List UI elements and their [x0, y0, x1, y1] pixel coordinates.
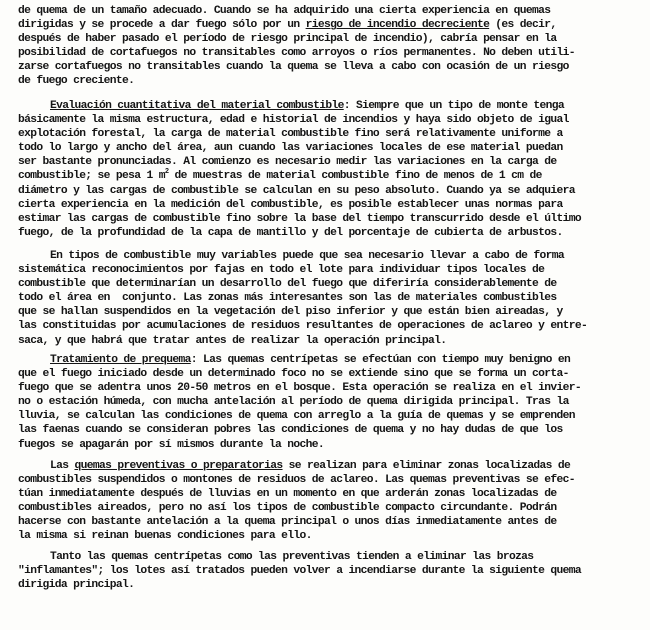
text-segment: fuegos se apagarán por sí mismos durante la noche.: [18, 438, 324, 451]
paragraph-preventive-burns: [18, 459, 575, 544]
text-line: [18, 155, 581, 169]
text-line: [18, 46, 575, 60]
text-segment: lluvia, se calculan las condiciones de quema con arreglo a la guía de quemas y se emprenden: [18, 410, 575, 423]
text-line: [18, 423, 581, 437]
text-segment: (es decir,: [489, 19, 557, 32]
underlined-heading: quemas preventivas o preparatorias: [74, 460, 283, 472]
text-line: [18, 550, 581, 564]
text-line: [18, 4, 575, 18]
text-line: [18, 226, 581, 240]
text-segment: saca, y que habrá que tratar antes de realizar la operación principal.: [18, 334, 447, 347]
text-segment: fuego, de la profundidad de la capa de mantillo y del porcentaje de cubierta de arbustos.: [18, 226, 563, 239]
text-segment: dirigidas y se procede a dar fuego sólo por un: [18, 19, 306, 32]
text-line: [18, 381, 581, 395]
underlined-heading: Tratamiento de prequema: [50, 354, 191, 366]
text-line: [18, 395, 581, 409]
text-segment: todo lo largo y ancho del área, aun cuando las variaciones locales de ese material puedan: [18, 142, 563, 155]
text-segment: todo el área en conjunto. Las zonas más interesantes son las de materiales combustibles: [18, 292, 557, 305]
text-segment: combustible que determinarían un desarrollo del fuego que diferiría considerablemente de: [18, 278, 557, 291]
text-segment: En tipos de combustible muy variables puede que sea necesario llevar a cabo de forma: [50, 250, 565, 262]
text-segment: cierta experiencia en la medición del combustible, es posible establecer unas normas para: [18, 198, 563, 211]
text-line: [18, 334, 587, 348]
text-segment: estimar las cargas de combustible fino sobre la base del tiempo transcurrido desde el último: [18, 212, 581, 225]
paragraph-fuel-evaluation: [18, 99, 581, 240]
text-segment: de muestras de material combustible fino de menos de 1 cm de: [168, 170, 542, 183]
text-segment: que el fuego iniciado desde un determinado foco no se extiende sino que se forma un corta-: [18, 368, 569, 381]
underlined-heading: riesgo de incendio decreciente: [305, 19, 490, 32]
text-line: [18, 501, 575, 515]
text-line: [18, 74, 575, 88]
text-segment: combustibles suspendidos o montones de residuos de aclareo. Las quemas preventivas se efec-: [18, 474, 575, 487]
text-line: [18, 18, 575, 32]
text-segment: Las: [50, 460, 75, 472]
text-segment: las faenas cuando se consideran pobres las condiciones de quema y no hay dudas de que los: [18, 424, 563, 437]
text-segment: fuego que se adentra unos 20-50 metros en el bosque. Esta operación se realiza en el invier-: [18, 382, 581, 395]
text-line: [18, 169, 581, 183]
text-segment: combustibles aireados, pero no así los tipos de combustible compacto circundante. Podrán: [18, 502, 557, 515]
text-line: [18, 515, 575, 529]
text-line: [18, 212, 581, 226]
text-line: [18, 32, 575, 46]
text-segment: la misma si reinan buenas condiciones para ello.: [18, 530, 312, 543]
text-segment: después de haber pasado el período de riesgo principal de incendio), cabría pensar en la: [18, 33, 557, 46]
text-line: [18, 113, 581, 127]
text-segment: "inflamantes"; los lotes así tratados pueden volver a incendiarse durante la siguiente quema: [18, 565, 581, 578]
text-segment: zarse cortafuegos no transitables cuando la quema se lleva a cabo con ocasión de un riesgo: [18, 61, 569, 74]
text-segment: : Las quemas centrípetas se efectúan con tiempo muy benigno en: [190, 354, 571, 366]
text-line: [18, 291, 587, 305]
text-line: [18, 60, 575, 74]
text-segment: : Siempre que un tipo de monte tenga: [343, 100, 565, 112]
text-line: [18, 353, 581, 367]
text-segment: las constituidas por acumulaciones de residuos resultantes de operaciones de aclareo y entre-: [18, 320, 588, 333]
text-segment: combustible; se pesa 1 m: [18, 170, 165, 183]
text-segment: no o estación húmeda, con mucha antelación al período de quema dirigida principal. Tras la: [18, 396, 569, 409]
text-line: [18, 529, 575, 543]
text-line: [18, 263, 587, 277]
text-line: [18, 184, 581, 198]
text-segment: ser bastante pronunciadas. Al comienzo es necesario medir las variaciones en la carga de: [18, 156, 557, 169]
text-segment: Tanto las quemas centrípetas como las preventivas tienden a eliminar las brozas: [50, 551, 534, 563]
text-segment: se realizan para eliminar zonas localizadas de: [282, 460, 571, 472]
text-segment: de quema de un tamaño adecuado. Cuando se ha adquirido una cierta experiencia en quemas: [18, 5, 551, 17]
text-line: [18, 99, 581, 113]
text-line: [18, 487, 575, 501]
underlined-heading: Evaluación cuantitativa del material combustible: [50, 100, 344, 112]
text-line: [18, 277, 587, 291]
text-segment: posibilidad de cortafuegos no transitables como arroyos o ríos permanentes. No deben utili-: [18, 47, 575, 60]
text-line: [18, 367, 581, 381]
paragraph-ignition-risk: [18, 4, 575, 89]
text-line: [18, 198, 581, 212]
paragraph-closing: [18, 550, 581, 592]
text-segment: diámetro y las cargas de combustible se calculan en su peso absoluto. Cuando ya se adquiera: [18, 184, 575, 197]
text-line: [18, 127, 581, 141]
text-line: [18, 473, 575, 487]
superscript: 2: [164, 168, 169, 177]
text-line: [18, 438, 581, 452]
text-line: [18, 564, 581, 578]
text-line: [18, 305, 587, 319]
paragraph-preburn-treatment: [18, 353, 581, 452]
text-line: [18, 319, 587, 333]
text-segment: túan inmediatamente después de lluvias en un momento en que arderán zonas localizadas de: [18, 488, 557, 501]
text-line: [18, 249, 587, 263]
text-segment: sistemática reconocimientos por fajas en todo el lote para individuar tipos locales de: [18, 264, 545, 277]
text-line: [18, 141, 581, 155]
text-segment: hacerse con bastante antelación a la quema principal o unos días inmediatamente antes de: [18, 516, 557, 529]
text-segment: básicamente la misma estructura, edad e historial de incendios y haya sido objeto de igual: [18, 114, 569, 127]
text-segment: de fuego creciente.: [18, 75, 135, 88]
paragraph-variable-fuels: [18, 249, 587, 348]
text-line: [18, 459, 575, 473]
text-segment: dirigida principal.: [18, 579, 135, 592]
text-line: [18, 409, 581, 423]
text-segment: que se hallan suspendidos en la vegetación del piso inferior y que están bien aireadas, y: [18, 306, 563, 319]
text-segment: explotación forestal, la carga de material combustible fino será relativamente uniforme a: [18, 128, 563, 141]
text-line: [18, 578, 581, 592]
